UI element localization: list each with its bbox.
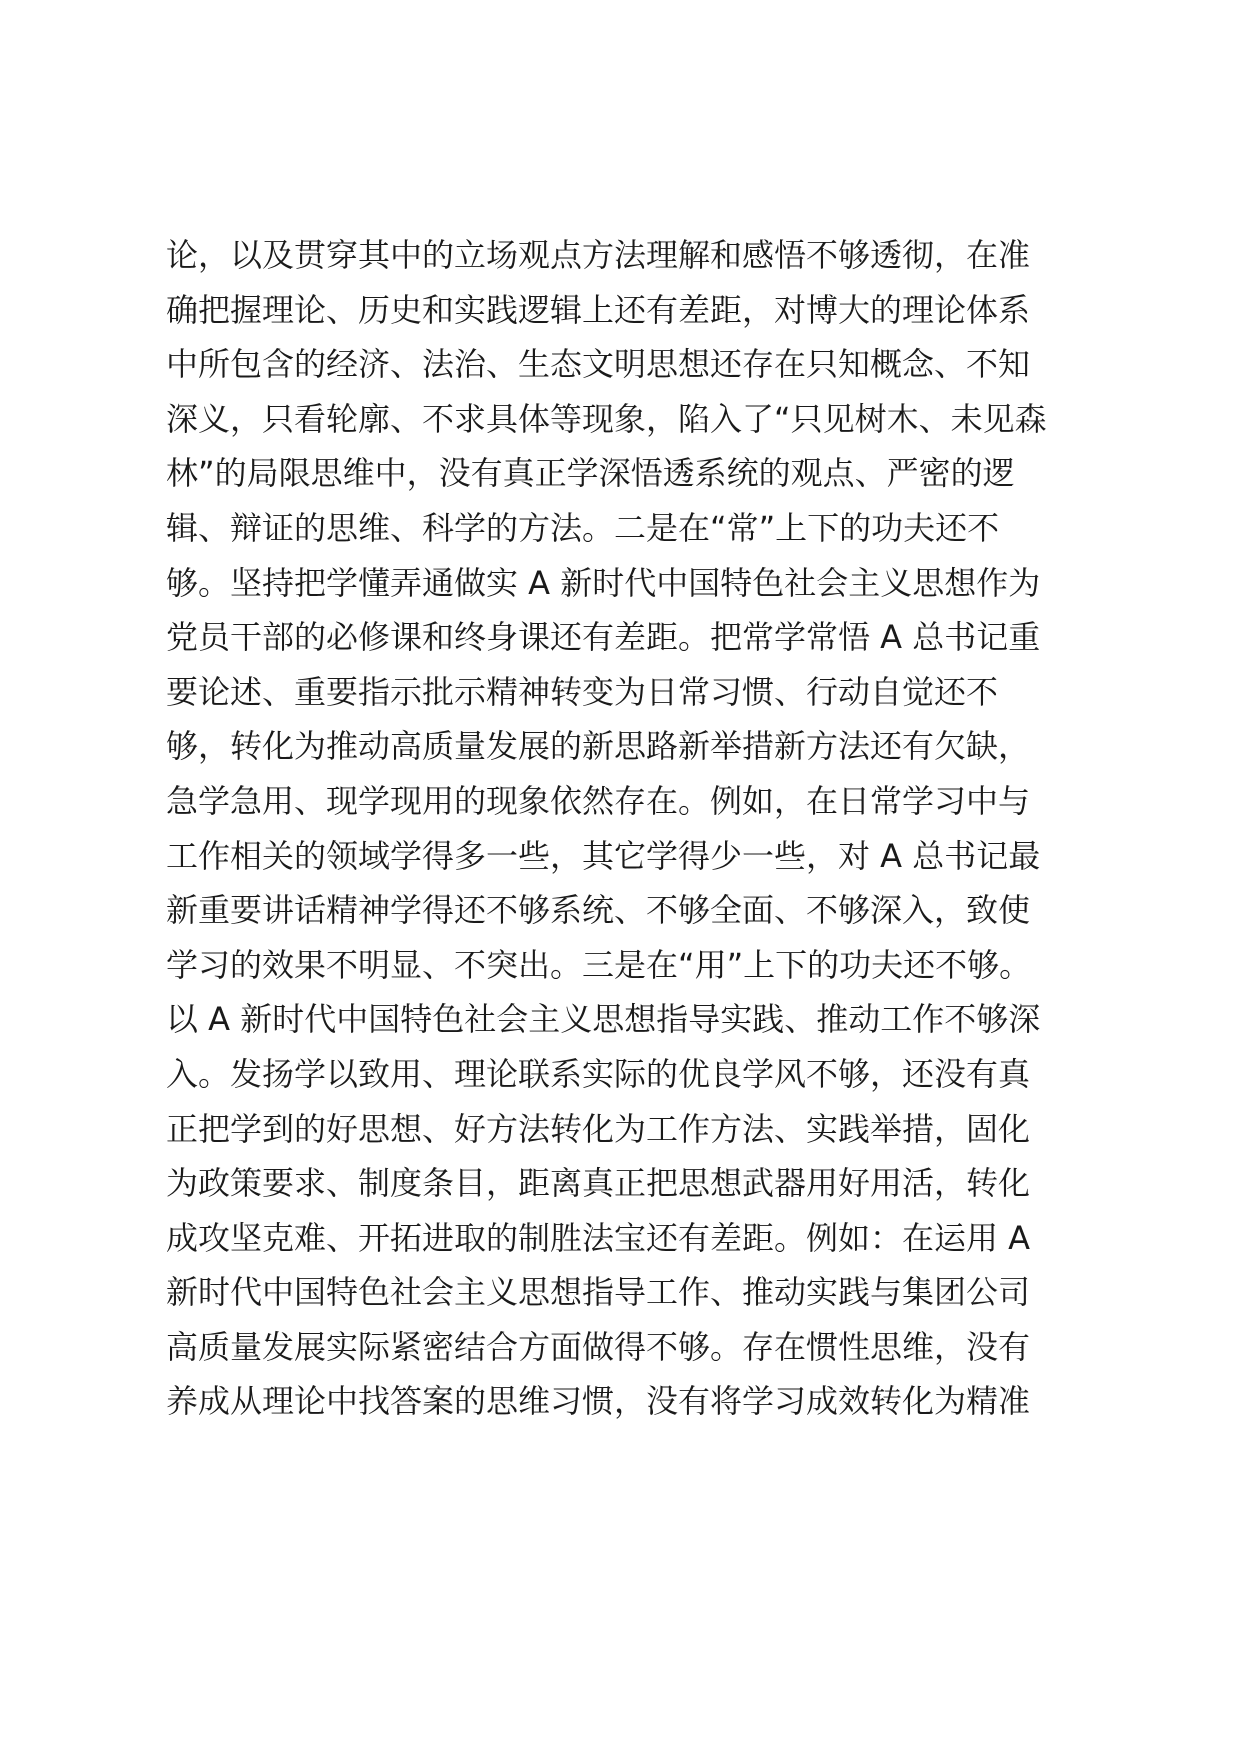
text-line: 党员干部的必修课和终身课还有差距。把常学常悟 A 总书记重	[166, 618, 1041, 657]
text-line: 够。坚持把学懂弄通做实 A 新时代中国特色社会主义思想作为	[166, 563, 1041, 602]
text-line: 以 A 新时代中国特色社会主义思想指导实践、推动工作不够深	[166, 1000, 1041, 1039]
text-line: 要论述、重要指示批示精神转变为日常习惯、行动自觉还不	[166, 672, 999, 711]
text-line: 中所包含的经济、法治、生态文明思想还存在只知概念、不知	[166, 345, 1031, 384]
text-line: 论，以及贯穿其中的立场观点方法理解和感悟不够透彻，在准	[166, 236, 1031, 274]
text-line: 工作相关的领域学得多一些，其它学得少一些，对 A 总书记最	[166, 836, 1041, 875]
text-line: 高质量发展实际紧密结合方面做得不够。存在惯性思维，没有	[166, 1327, 1031, 1366]
text-line: 为政策要求、制度条目，距离真正把思想武器用好用活，转化	[166, 1164, 1031, 1203]
body-paragraph	[166, 228, 1086, 1429]
text-line: 正把学到的好思想、好方法转化为工作方法、实践举措，固化	[166, 1109, 1031, 1148]
text-line: 学习的效果不明显、不突出。三是在“用”上下的功夫还不够。	[166, 945, 1032, 984]
text-line: 成攻坚克难、开拓进取的制胜法宝还有差距。例如：在运用 A	[166, 1218, 1031, 1257]
text-line: 急学急用、现学现用的现象依然存在。例如，在日常学习中与	[166, 781, 1031, 820]
text-line: 养成从理论中找答案的思维习惯，没有将学习成效转化为精准	[166, 1382, 1031, 1421]
text-line: 深义，只看轮廓、不求具体等现象，陷入了“只见树木、未见森	[166, 399, 1047, 438]
text-line: 新重要讲话精神学得还不够系统、不够全面、不够深入，致使	[166, 891, 1031, 930]
text-line: 林”的局限思维中，没有真正学深悟透系统的观点、严密的逻	[166, 454, 1015, 493]
text-line: 确把握理论、历史和实践逻辑上还有差距，对博大的理论体系	[166, 290, 1031, 329]
text-line: 辑、辩证的思维、科学的方法。二是在“常”上下的功夫还不	[166, 508, 1000, 547]
text-line: 够，转化为推动高质量发展的新思路新举措新方法还有欠缺，	[166, 727, 1031, 766]
text-line: 新时代中国特色社会主义思想指导工作、推动实践与集团公司	[166, 1273, 1031, 1312]
text-line: 入。发扬学以致用、理论联系实际的优良学风不够，还没有真	[166, 1054, 1031, 1093]
